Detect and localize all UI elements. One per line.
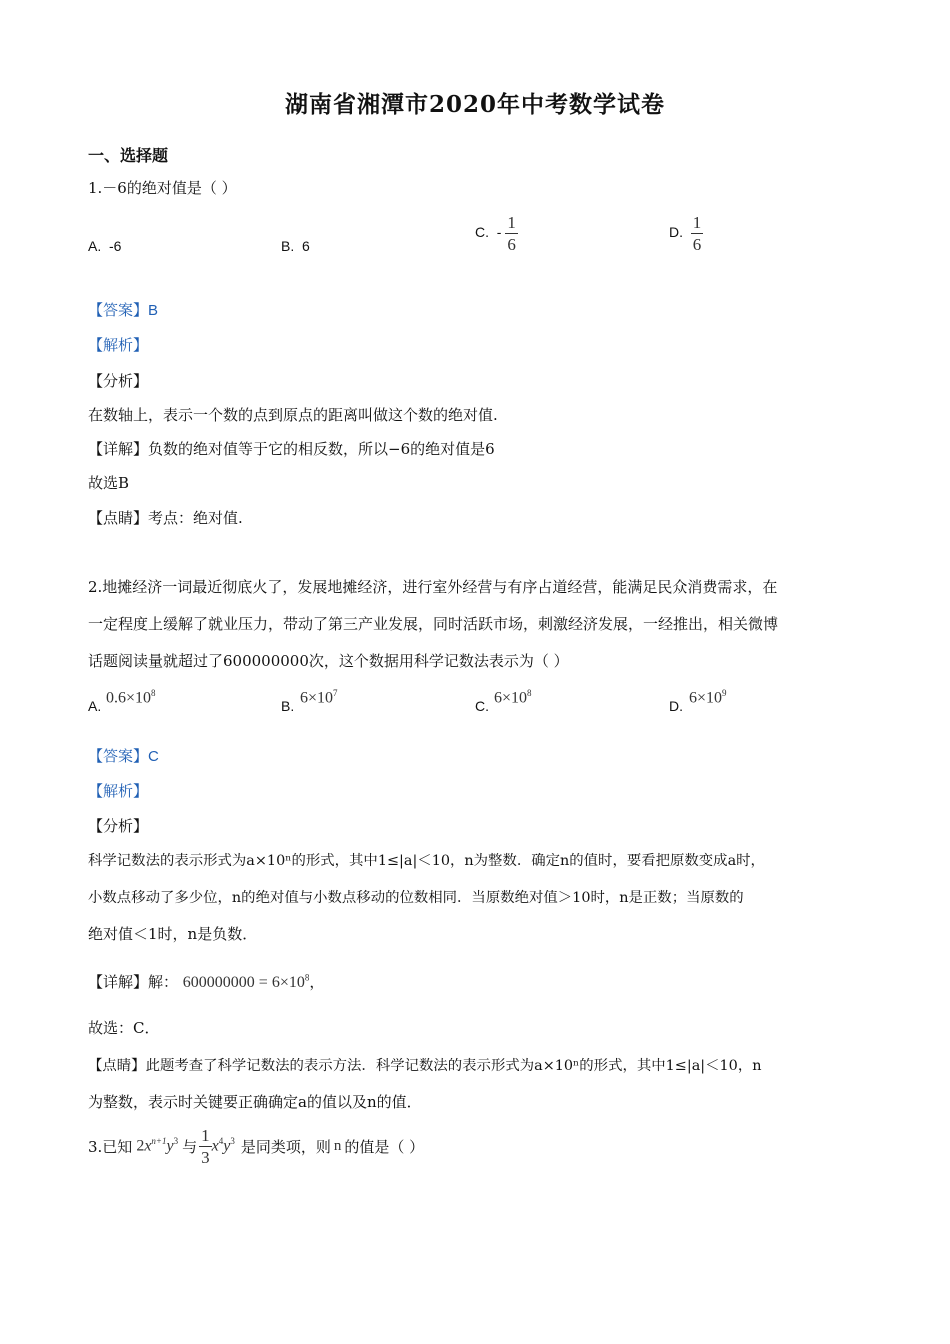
q1-detail: 【详解】负数的绝对值等于它的相反数，所以−6的绝对值是6: [88, 440, 495, 458]
q1-choose: 故选B: [88, 474, 130, 492]
q1-analysis-tag: 【解析】: [88, 336, 149, 354]
q2-option-d-label: D.: [669, 698, 683, 714]
option-sign: -: [496, 224, 502, 241]
q1-option-a: [88, 238, 121, 254]
q2-option-b-value: $6\times 10^7$: [300, 688, 338, 707]
q2-stem-line2: 一定程度上缓解了就业压力，带动了第三产业发展，同时活跃市场，刺激经济发展，一经推出，相关微博: [88, 615, 779, 633]
q2-analysis-tag: 【解析】: [88, 782, 149, 800]
q3-term1: $2x^{n+1}y^3$: [136, 1136, 179, 1155]
option-label: A.: [88, 238, 102, 254]
q2-fenxi-tag: 【分析】: [88, 817, 149, 835]
q2-note-line2: 为整数，表示时关键要正确确定a的值以及n的值．: [88, 1093, 422, 1111]
q2-detail-math: $600000000 = 6\times 10^8$: [182, 972, 310, 991]
fraction-one-sixth: $\frac{1}{6}$: [692, 213, 702, 254]
option-label: D.: [669, 224, 683, 241]
q2-fenxi-line3: 绝对值＜1时，n是负数．: [88, 925, 258, 943]
q1-note: 【点睛】考点：绝对值.: [88, 509, 243, 527]
q2-detail: 【详解】解： $600000000 = 6\times 10^8$，: [88, 972, 325, 991]
q2-option-c-label: C.: [475, 698, 489, 714]
q2-option-d-value: $6\times 10^9$: [689, 688, 727, 707]
option-label: B.: [281, 238, 295, 254]
q2-option-b-label: B.: [281, 698, 295, 714]
q2-option-a-value: $0.6\times 10^8$: [106, 688, 156, 707]
q1-fenxi-text: 在数轴上，表示一个数的点到原点的距离叫做这个数的绝对值.: [88, 406, 498, 424]
q2-choose: 故选：C．: [88, 1019, 160, 1037]
q1-option-c: [475, 214, 518, 253]
q2-stem-line3: 话题阅读量就超过了600000000次，这个数据用科学记数法表示为（ ）: [88, 652, 569, 670]
option-label: C.: [475, 224, 489, 241]
q3-fraction: $\frac{1}{3}$: [201, 1125, 210, 1167]
q1-fenxi-tag: 【分析】: [88, 372, 149, 390]
q3-term2: $x^4y^3$: [211, 1136, 235, 1155]
q1-stem: 1.－6的绝对值是（ ）: [88, 179, 237, 197]
q1-option-d: [669, 214, 703, 253]
q3-stem: 3.已知 $2x^{n+1}y^3$ 与 $\frac{1}{3}$ $x^4y^3$ 是同类项，则 n 的值是（ ）: [88, 1125, 425, 1167]
option-value: 6: [302, 238, 310, 254]
fraction-one-sixth: $\frac{1}{6}$: [507, 213, 516, 254]
q2-answer: 【答案】C: [88, 747, 159, 765]
q2-note-line1: 【点睛】此题考查了科学记数法的表示方法．科学记数法的表示形式为a×10ⁿ的形式，其中1≤|a|＜10，n: [88, 1058, 762, 1074]
q1-option-b: [281, 238, 310, 254]
q1-answer: 【答案】B: [88, 301, 159, 319]
option-value: -6: [109, 238, 122, 254]
q2-option-a-label: A.: [88, 698, 102, 714]
section-heading: 一、选择题: [88, 146, 169, 165]
q2-fenxi-line2: 小数点移动了多少位，n的绝对值与小数点移动的位数相同．当原数绝对值＞10时，n是正数；当原数的: [88, 890, 744, 906]
q2-stem-line1: 2.地摊经济一词最近彻底火了，发展地摊经济，进行室外经营与有序占道经营，能满足民众消费需求，在: [88, 578, 778, 596]
q2-fenxi-line1: 科学记数法的表示形式为a×10ⁿ的形式，其中1≤|a|＜10，n为整数．确定n的值时，要看把原数变成a时，: [88, 853, 765, 869]
page-title: 湖南省湘潭市2020年中考数学试卷: [284, 91, 665, 118]
q2-option-c-value: $6\times 10^8$: [494, 688, 532, 707]
